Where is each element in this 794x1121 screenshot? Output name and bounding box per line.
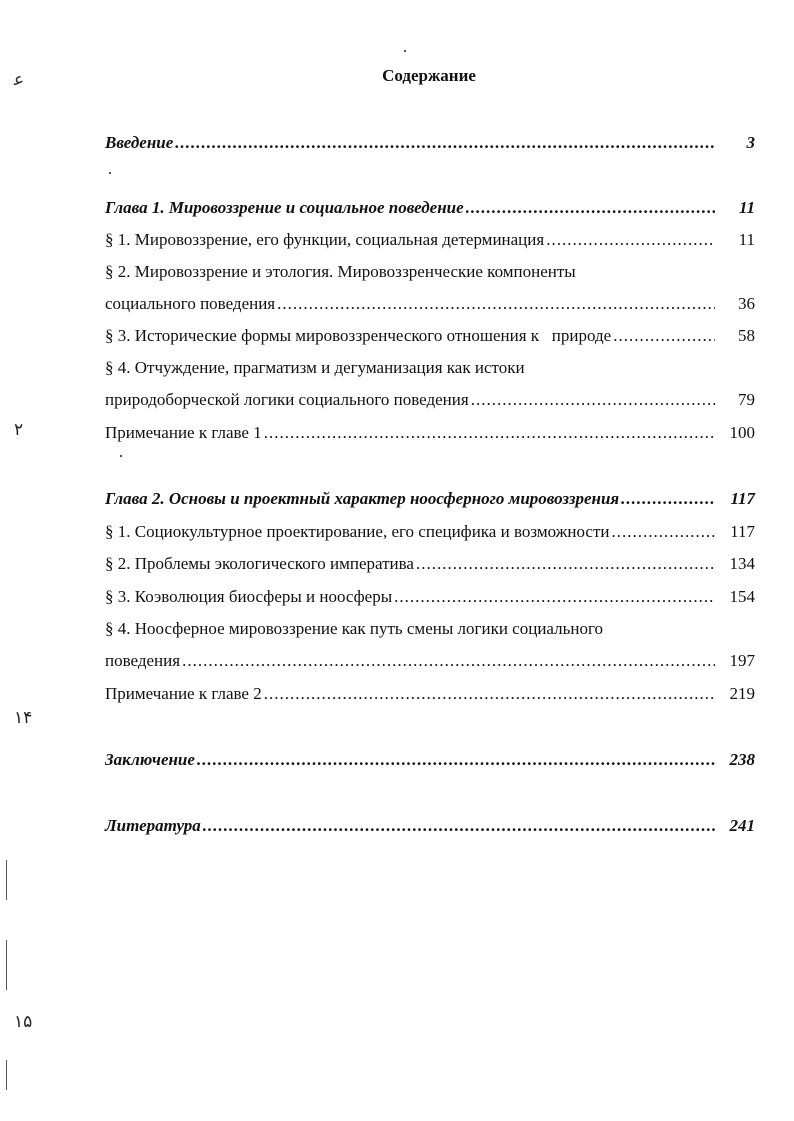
toc-page-number: 117 xyxy=(730,522,755,541)
leader-dots xyxy=(621,488,715,510)
leader-dots xyxy=(175,132,715,154)
toc-page-number: 219 xyxy=(729,684,755,703)
leader-dots xyxy=(471,389,715,411)
leader-dots xyxy=(394,586,715,608)
leader-dots xyxy=(264,683,715,705)
toc-page-number: 36 xyxy=(738,294,755,313)
margin-mark: ۱۴ xyxy=(14,708,33,728)
toc-label: природоборческой логики социального поведения xyxy=(105,390,469,409)
toc-label: § 1. Мировоззрение, его функции, социальная детерминация xyxy=(105,230,545,249)
toc-entry-ch2-note xyxy=(105,683,755,705)
toc-entry-ch2-section-1 xyxy=(105,521,755,543)
toc-label: § 2. Проблемы экологического императива xyxy=(105,554,414,573)
leader-dots xyxy=(612,521,716,543)
toc-entry-ch1-section-2-line1: § 2. Мировоззрение и этология. Мировоззренческие компоненты xyxy=(105,262,576,281)
toc-label: § 3. Коэволюция биосферы и ноосферы xyxy=(105,587,393,606)
toc-page-number: 11 xyxy=(738,198,755,217)
toc-label: Примечание к главе 2 xyxy=(105,684,262,703)
toc-page-number: 241 xyxy=(729,816,755,835)
leader-dots xyxy=(277,293,715,315)
scan-speck xyxy=(109,172,111,174)
toc-page-number: 58 xyxy=(738,326,755,345)
toc-page-number: 197 xyxy=(729,651,755,670)
toc-entry-ch2-section-4-line1: § 4. Ноосферное мировоззрение как путь смены логики социального xyxy=(105,619,603,638)
scan-speck xyxy=(404,50,406,52)
toc-entry-literature xyxy=(105,815,755,837)
toc-label: Заключение xyxy=(105,750,195,769)
toc-entry-chapter-1 xyxy=(105,197,755,219)
leader-dots xyxy=(264,422,715,444)
toc-label: Литература xyxy=(105,816,201,835)
scan-speck xyxy=(120,455,122,457)
scan-edge-mark xyxy=(6,1060,7,1090)
toc-label: Глава 2. Основы и проектный характер ноосферного мировоззрения xyxy=(105,489,620,508)
leader-dots xyxy=(613,325,715,347)
leader-dots xyxy=(197,749,715,771)
toc-entry-ch1-section-2 xyxy=(105,293,755,315)
leader-dots xyxy=(416,553,715,575)
toc-page-number: 134 xyxy=(729,554,755,573)
page-title: Содержание xyxy=(382,66,476,85)
toc-entry-ch1-section-3 xyxy=(105,325,755,347)
toc-page-number: 79 xyxy=(738,390,755,409)
toc-entry-chapter-2 xyxy=(105,488,755,510)
toc-entry-ch1-section-4 xyxy=(105,389,755,411)
toc-label: Глава 1. Мировоззрение и социальное поведение xyxy=(105,198,464,217)
toc-page-number: 11 xyxy=(738,230,755,249)
leader-dots xyxy=(546,229,715,251)
margin-mark: ۱۵ xyxy=(14,1012,33,1032)
toc-entry-intro xyxy=(105,132,755,154)
toc-label: Примечание к главе 1 xyxy=(105,423,262,442)
toc-label: § 1. Социокультурное проектирование, его специфика и возможности xyxy=(105,522,610,541)
leader-dots xyxy=(182,650,715,672)
toc-label: социального поведения xyxy=(105,294,276,313)
toc-entry-ch2-section-2 xyxy=(105,553,755,575)
margin-mark: ﻋ xyxy=(14,70,25,90)
toc-label: Введение xyxy=(105,133,174,152)
toc-page-number: 100 xyxy=(729,423,755,442)
toc-entry-conclusion xyxy=(105,749,755,771)
toc-page-number: 3 xyxy=(746,133,755,152)
toc-label: § 3. Исторические формы мировоззренческого отношения к природе xyxy=(105,326,612,345)
toc-page-number: 154 xyxy=(729,587,755,606)
toc-entry-ch1-section-4-line1: § 4. Отчуждение, прагматизм и дегуманизация как истоки xyxy=(105,358,525,377)
toc-page-number: 117 xyxy=(730,489,755,508)
toc-entry-ch1-section-1 xyxy=(105,229,755,251)
margin-mark: ۲ xyxy=(14,420,24,440)
scan-edge-mark xyxy=(6,860,7,900)
toc-entry-ch2-section-4 xyxy=(105,650,755,672)
leader-dots xyxy=(203,815,715,837)
toc-label: поведения xyxy=(105,651,181,670)
toc-entry-ch1-note xyxy=(105,422,755,444)
scan-edge-mark xyxy=(6,940,7,990)
toc-page-number: 238 xyxy=(729,750,755,769)
toc-entry-ch2-section-3 xyxy=(105,586,755,608)
leader-dots xyxy=(466,197,715,219)
